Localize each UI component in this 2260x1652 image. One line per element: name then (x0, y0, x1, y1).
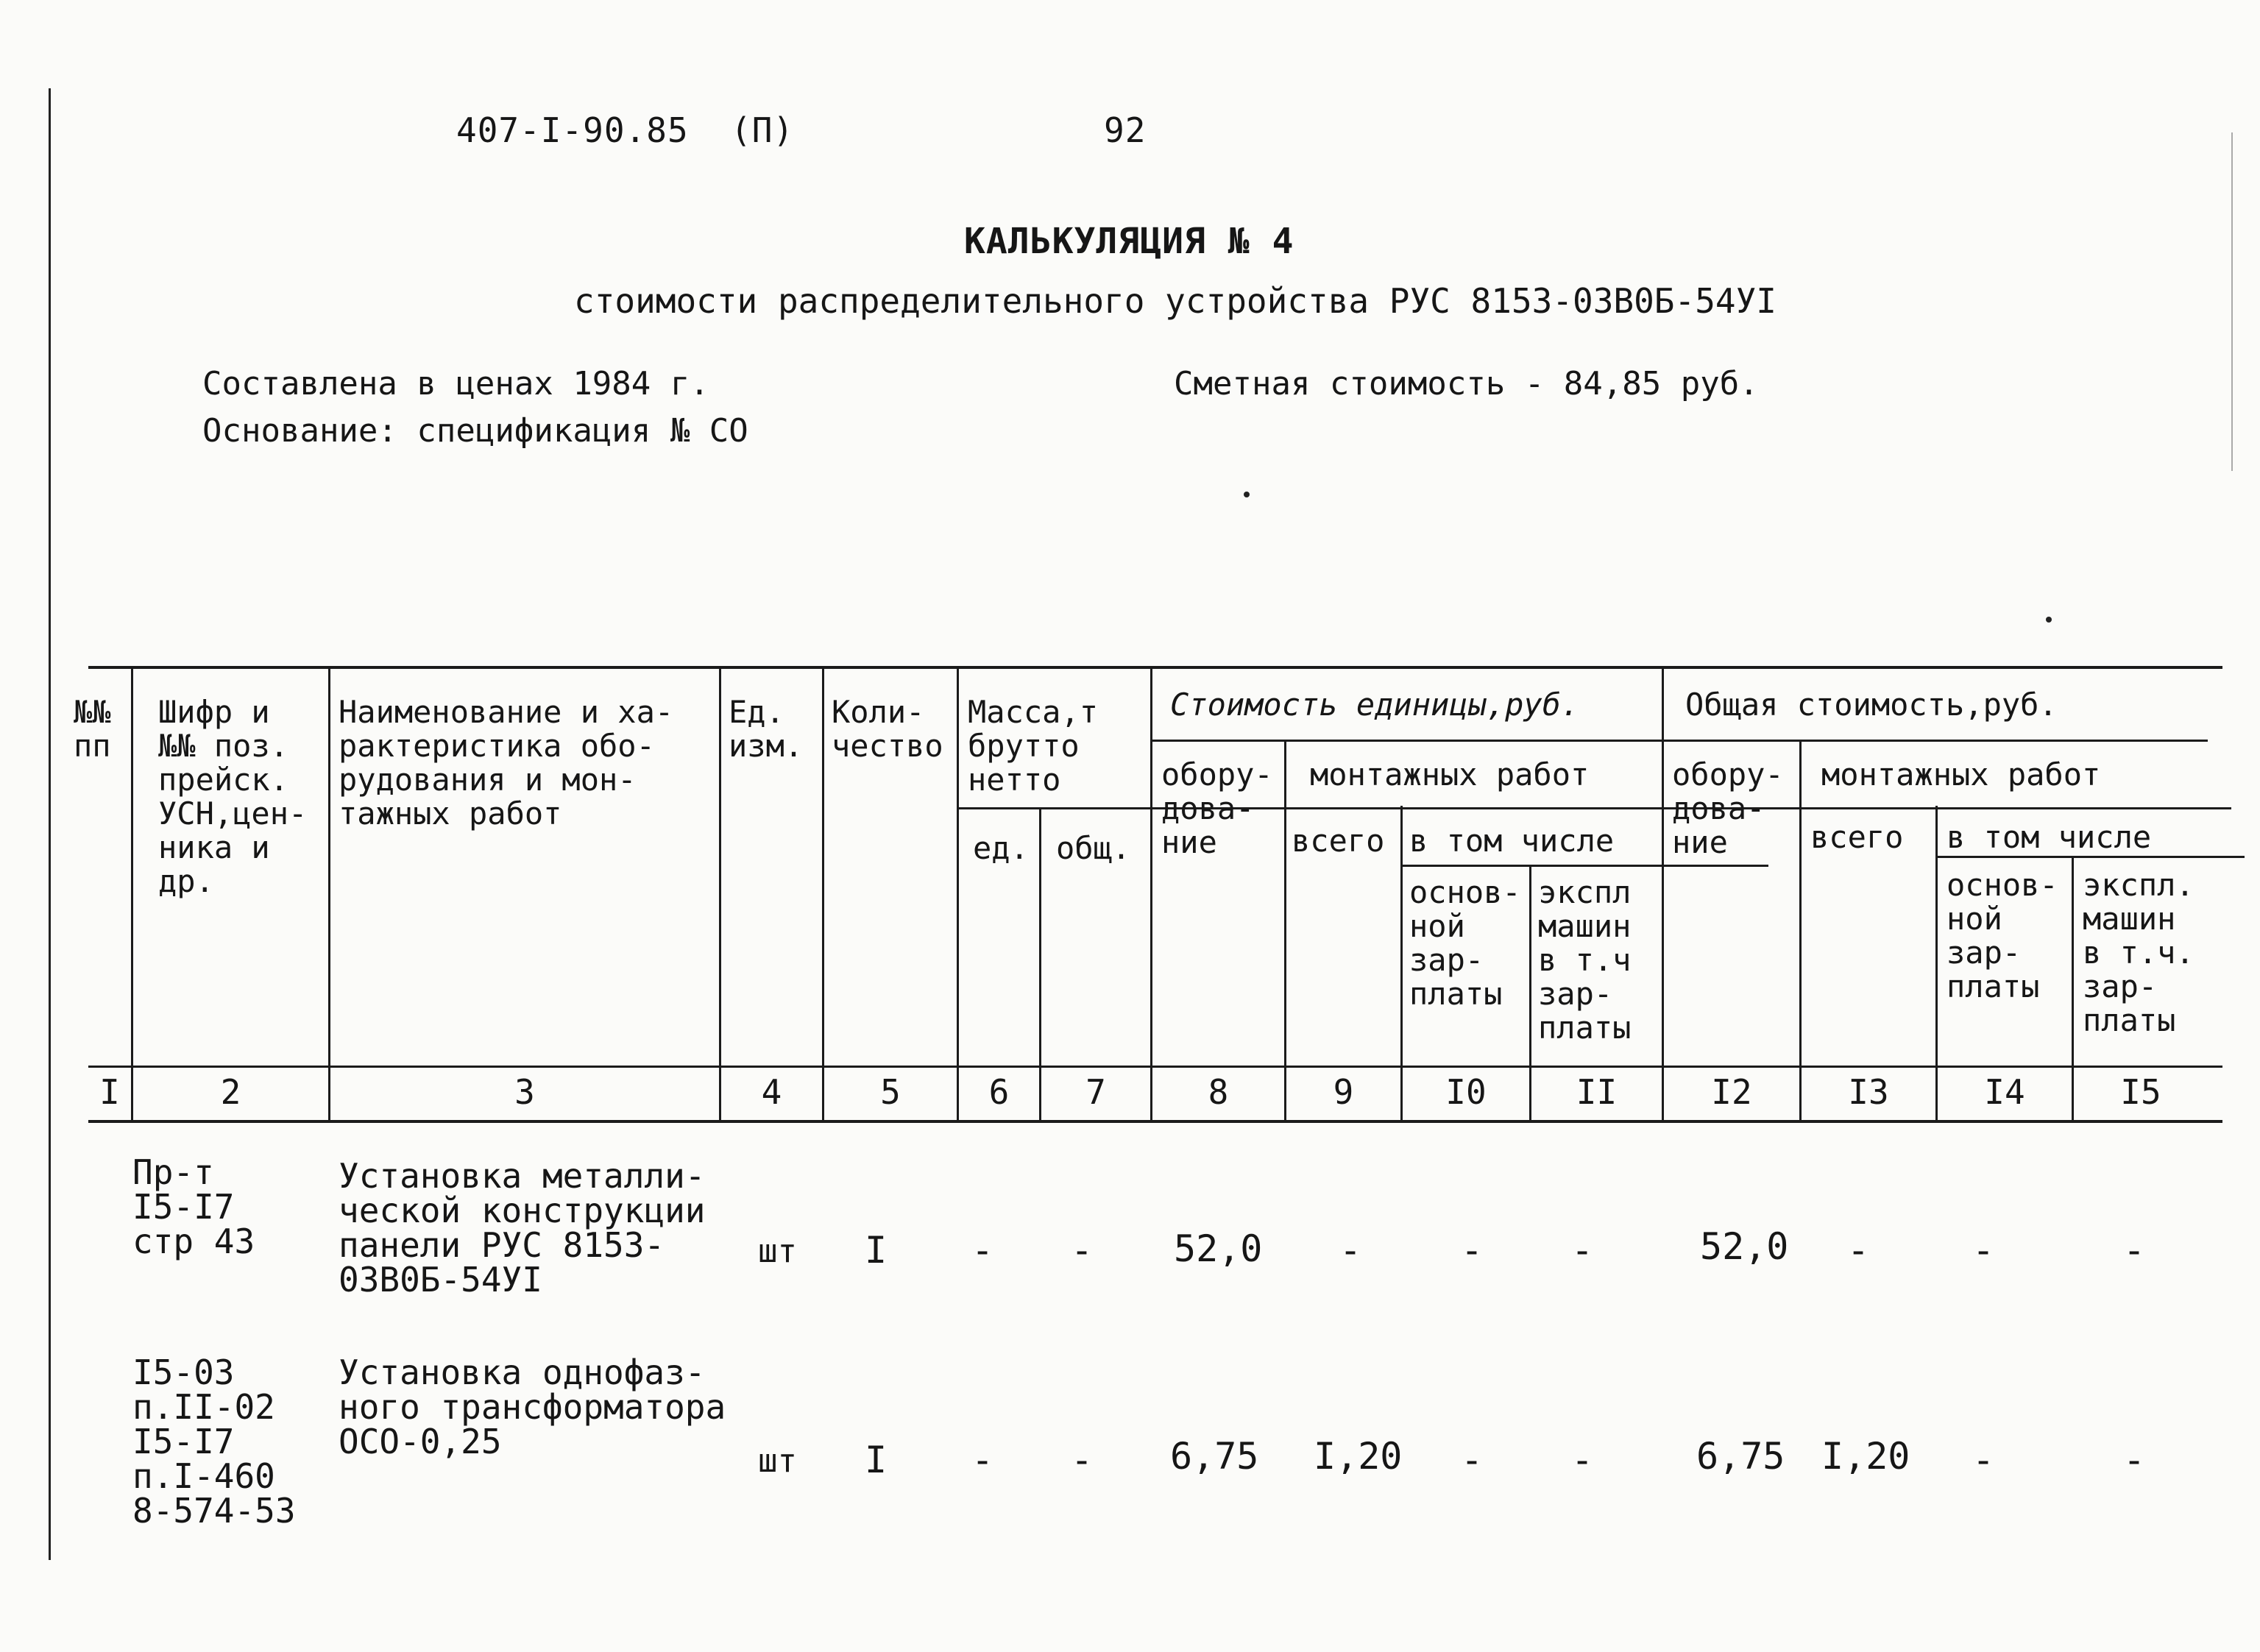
right-edge-line (2231, 132, 2233, 471)
row-total-install: I,20 (1821, 1435, 1910, 1478)
calculation-table (74, 666, 2222, 1137)
row-name: Установка однофаз- ного трансформатора ОСО-0,25 (339, 1353, 726, 1461)
col-header-machine-wage: экспл машин в т.ч зар- платы (1538, 874, 1632, 1046)
col-header-name: Наименование и ха- рактеристика обо- рудования и мон- тажных работ (339, 694, 674, 832)
col-number: 7 (1085, 1072, 1106, 1112)
speck (2046, 617, 2052, 623)
col-header-quantity: Коли- чество (832, 694, 943, 764)
col-header-mass: Масса,т брутто нетто (968, 694, 1099, 798)
col-number: 6 (988, 1072, 1010, 1112)
row-quantity: I (865, 1229, 888, 1272)
row-total-machine-wage: - (2123, 1229, 2146, 1272)
h-line (957, 807, 2231, 809)
col-number: II (1576, 1072, 1618, 1112)
row-total-equipment: 52,0 (1700, 1225, 1789, 1268)
page-number: 92 (1104, 110, 1147, 150)
row-total-basic-wage: - (1972, 1439, 1995, 1481)
row-machine-wage: - (1571, 1439, 1594, 1481)
col-number: I0 (1445, 1072, 1487, 1112)
col-header-total-2: всего (1810, 819, 1904, 855)
col-header-installation-total: монтажных работ (1821, 756, 2101, 793)
v-line (1799, 740, 1802, 1122)
col-number: I4 (1984, 1072, 2025, 1112)
row-unit: шт (758, 1442, 797, 1480)
row-total-basic-wage: - (1972, 1229, 1995, 1272)
v-line (1662, 666, 1664, 1122)
col-header-installation: монтажных работ (1310, 756, 1590, 793)
v-line (822, 666, 824, 1122)
h-line (1400, 865, 1768, 867)
row-unit: шт (758, 1233, 797, 1270)
row-total-equipment: 6,75 (1696, 1435, 1785, 1478)
basis-note: Основание: спецификация № СО (202, 412, 748, 450)
row-code: I5-03 п.II-02 I5-I7 п.I-460 8-574-53 (132, 1353, 296, 1531)
col-header-total-cost: Общая стоимость,руб. (1685, 687, 2058, 723)
row-machine-wage: - (1571, 1229, 1594, 1272)
col-header-mass-unit: ед. (973, 830, 1029, 866)
v-line (957, 666, 959, 1122)
h-line (88, 1066, 2222, 1068)
col-header-index: №№ пп (74, 694, 111, 764)
row-equipment: 52,0 (1174, 1227, 1263, 1270)
col-header-including-2: в том числе (1946, 819, 2152, 855)
col-header-unit: Ед. изм. (729, 694, 804, 764)
col-header-total: всего (1292, 823, 1385, 859)
row-total-install: - (1847, 1229, 1870, 1272)
row-install-total: - (1339, 1229, 1362, 1272)
col-number: I3 (1848, 1072, 1889, 1112)
col-number: 5 (880, 1072, 901, 1112)
col-header-unit-cost: Стоимость единицы,руб. (1170, 687, 1580, 723)
v-line (1150, 666, 1152, 1122)
h-line (1150, 740, 2208, 742)
row-quantity: I (865, 1439, 888, 1481)
page-title: КАЛЬКУЛЯЦИЯ № 4 (964, 221, 1294, 262)
col-number: I (99, 1072, 120, 1112)
row-mass-unit: - (971, 1439, 994, 1481)
estimate-cost: Сметная стоимость - 84,85 руб. (1174, 365, 1759, 403)
row-basic-wage: - (1461, 1439, 1484, 1481)
col-number: I5 (2120, 1072, 2161, 1112)
speck (1244, 492, 1250, 497)
row-mass-total: - (1071, 1229, 1094, 1272)
row-mass-total: - (1071, 1439, 1094, 1481)
doc-code: 407-I-90.85 (П) (456, 110, 795, 150)
h-line (1935, 856, 2245, 858)
col-header-including: в том числе (1409, 823, 1615, 859)
row-install-total: I,20 (1314, 1435, 1403, 1478)
table-header-bottom (88, 1120, 2222, 1123)
col-number: I2 (1711, 1072, 1752, 1112)
col-number: 9 (1333, 1072, 1354, 1112)
col-header-basic-wage-2: основ- ной зар- платы (1946, 867, 2058, 1004)
col-header-machine-wage-2: экспл. машин в т.ч. зар- платы (2083, 867, 2195, 1038)
row-total-machine-wage: - (2123, 1439, 2146, 1481)
col-header-mass-total: общ. (1056, 830, 1131, 866)
col-header-equipment: обору- дова- ние (1161, 756, 1273, 860)
v-line (328, 666, 330, 1122)
row-mass-unit: - (971, 1229, 994, 1272)
row-equipment: 6,75 (1170, 1435, 1259, 1478)
col-number: 3 (514, 1072, 535, 1112)
col-number: 4 (761, 1072, 782, 1112)
page-subtitle: стоимости распределительного устройства РУС 8153-03В0Б-54УI (574, 281, 1777, 321)
row-name: Установка металли- ческой конструкции панели РУС 8153- 03В0Б-54УI (339, 1156, 706, 1300)
col-number: 2 (220, 1072, 241, 1112)
v-line (131, 666, 133, 1122)
col-header-code: Шифр и №№ поз. прейск. УСН,цен- ника и др. (158, 694, 308, 899)
v-line (719, 666, 721, 1122)
prices-year: Составлена в ценах 1984 г. (202, 365, 709, 403)
row-basic-wage: - (1461, 1229, 1484, 1272)
col-header-equipment-total: обору- дова- ние (1672, 756, 1784, 860)
left-margin-line (49, 88, 51, 1560)
table-top-border (88, 666, 2222, 669)
col-number: 8 (1208, 1072, 1229, 1112)
v-line (1284, 740, 1286, 1122)
row-code: Пр-т I5-I7 стр 43 (132, 1152, 255, 1261)
col-header-basic-wage: основ- ной зар- платы (1409, 874, 1521, 1012)
